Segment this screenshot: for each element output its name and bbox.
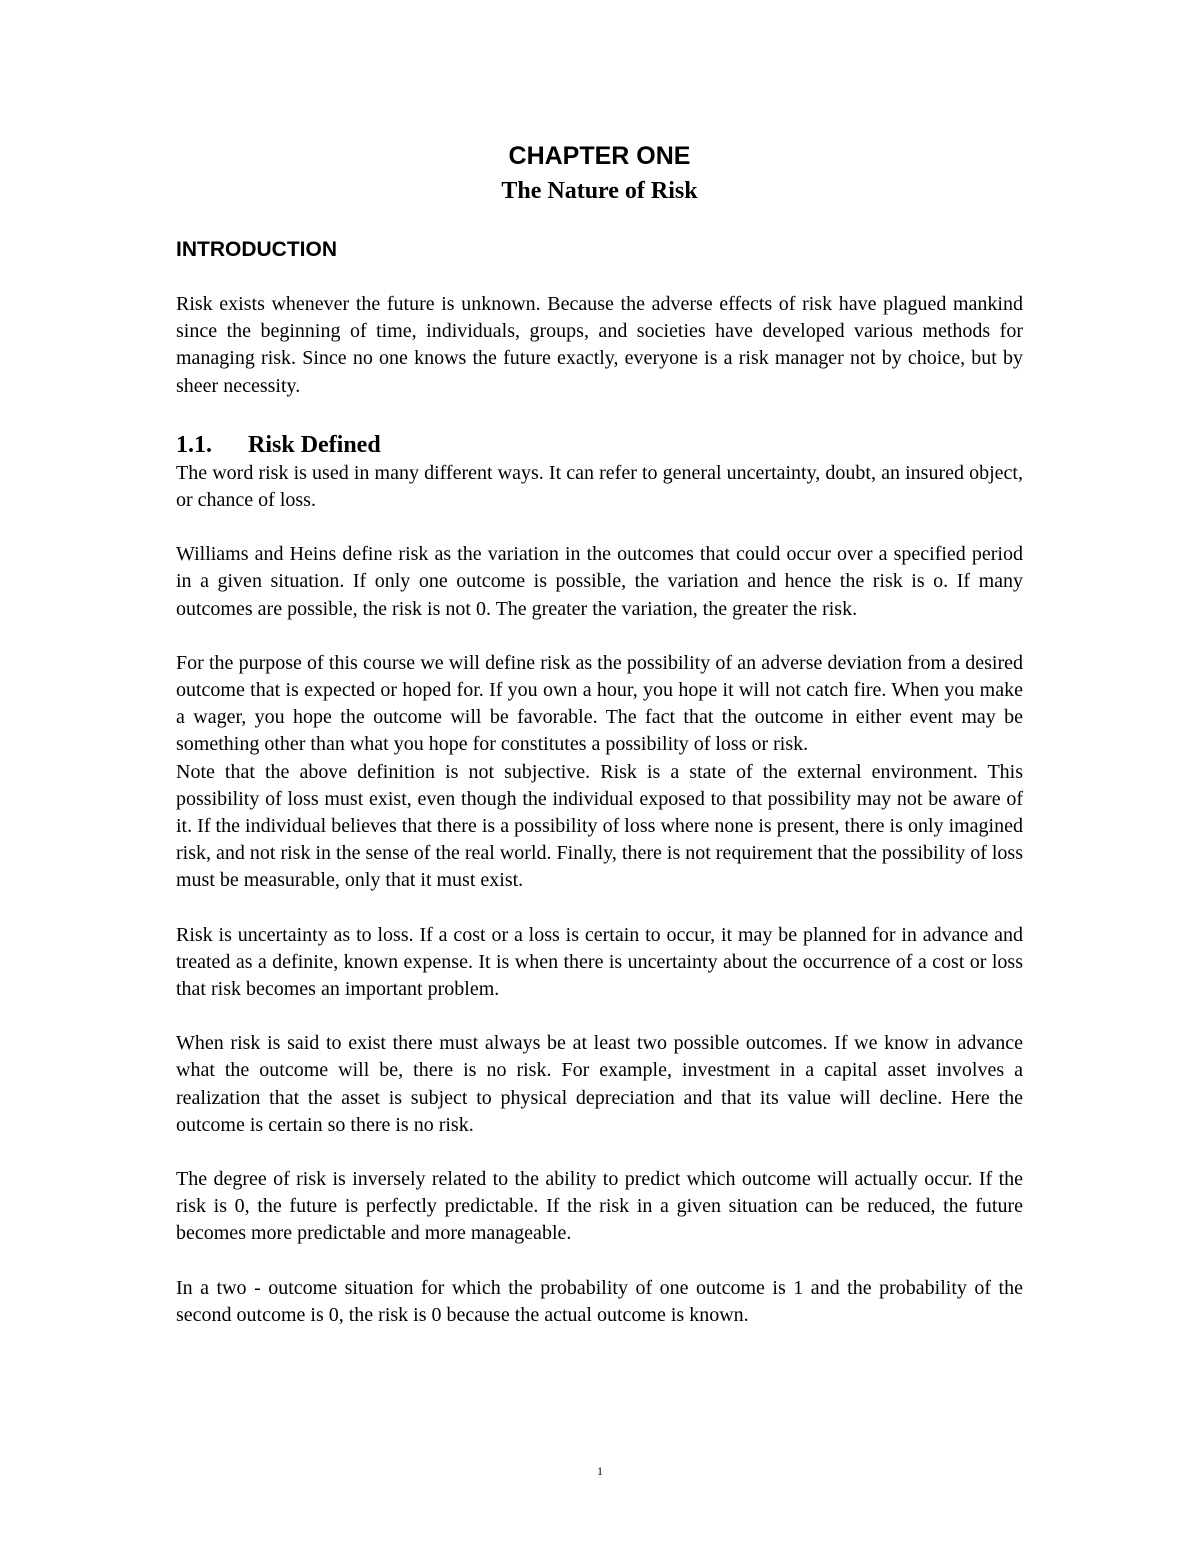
body-paragraph: The degree of risk is inversely related to the ability to predict which outcome will actually occur. If the risk is 0, the future is perfectly predictable. If the risk in a given situation can be reduced, the future becomes more predictable and more manageable. bbox=[176, 1168, 1023, 1245]
page-number: 1 bbox=[597, 1464, 603, 1478]
body-paragraph: When risk is said to exist there must always be at least two possible outcomes. If we know in advance what the outcome will be, there is no risk. For example, investment in a capital asset involves a realization that the asset is subject to physical depreciation and that its value will decline. Here the outcome is certain so there is no risk. bbox=[176, 1032, 1023, 1136]
section-title: Risk Defined bbox=[248, 431, 381, 458]
body-paragraph: Risk is uncertainty as to loss. If a cost or a loss is certain to occur, it may be planned for in advance and treated as a definite, known expense. It is when there is uncertainty about the occurrence of a cost or loss that risk becomes an important problem. bbox=[176, 923, 1023, 1001]
body-paragraph: The word risk is used in many different ways. It can refer to general uncertainty, doubt, an insured object, or chance of loss. bbox=[176, 461, 1023, 512]
chapter-title: CHAPTER ONE bbox=[508, 142, 691, 170]
document-page bbox=[176, 140, 1023, 1329]
introduction-paragraph: Risk exists whenever the future is unknown. Because the adverse effects of risk have plagued mankind since the beginning of time, individuals, groups, and societies have developed various methods for managing risk. Since no one knows the future exactly, everyone is a risk manager not by choice, but by sheer necessity. bbox=[176, 293, 1023, 397]
section-heading-risk-defined bbox=[176, 430, 1023, 460]
introduction-heading: INTRODUCTION bbox=[176, 238, 337, 261]
body-paragraph: Williams and Heins define risk as the variation in the outcomes that could occur over a specified period in a given situation. If only one outcome is possible, the variation and hence the risk is o. If many outcomes are possible, the risk is not 0. The greater the variation, the greater the risk. bbox=[176, 543, 1023, 620]
body-paragraph: Note that the above definition is not subjective. Risk is a state of the external environment. This possibility of loss must exist, even though the individual exposed to that possibility may not be aware of it. If the individual believes that there is a possibility of loss where none is present, there is only imagined risk, and not risk in the sense of the real world. Finally, there is not requirement that the possibility of loss must be measurable, only that it must exist. bbox=[176, 760, 1023, 892]
section-number: 1.1. bbox=[176, 431, 212, 458]
body-paragraph: For the purpose of this course we will define risk as the possibility of an adverse deviation from a desired outcome that is expected or hoped for. If you own a hour, you hope it will not catch fire. When you make a wager, you hope the outcome will be favorable. The fact that the outcome in either event may be something other than what you hope for constitutes a possibility of loss or risk. bbox=[176, 651, 1023, 756]
body-paragraph: In a two - outcome situation for which the probability of one outcome is 1 and the probability of the second outcome is 0, the risk is 0 because the actual outcome is known. bbox=[176, 1276, 1023, 1326]
chapter-subtitle: The Nature of Risk bbox=[501, 178, 698, 204]
